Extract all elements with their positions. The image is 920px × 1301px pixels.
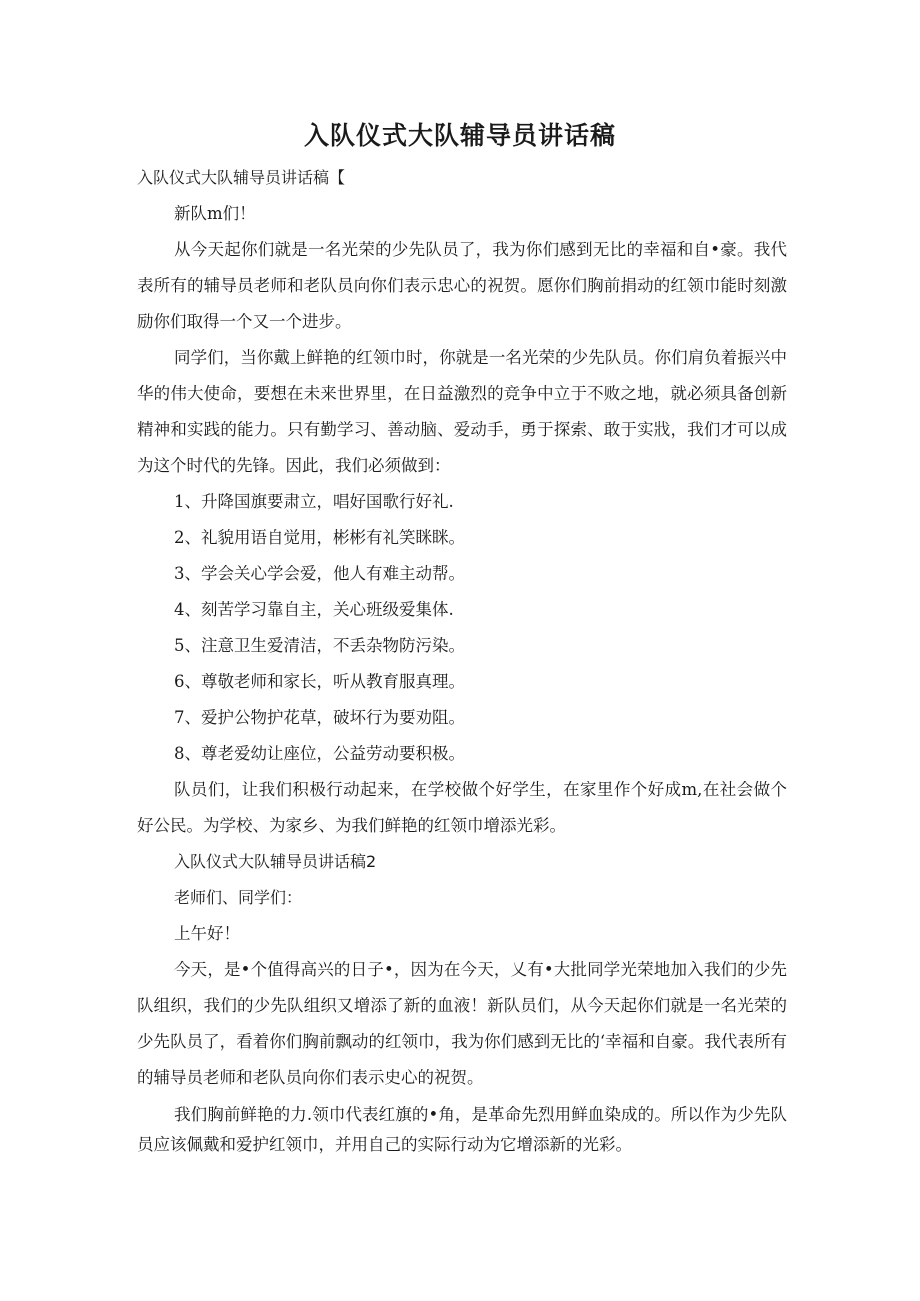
rule-item-1: 1、升降国旗要肃立，唱好国歌行好礼.	[174, 492, 454, 511]
rule-item-7: 7、爱护公物护花草，破坏行为要劝阻。	[174, 708, 465, 727]
rule-item-5: 5、注意卫生爱清洁，不丢杂物防污染。	[174, 636, 465, 655]
rule-item-3: 3、学会关心学会爱，他人有难主动帮。	[174, 564, 465, 583]
speech2-paragraph-1: 今天，是•个值得高兴的日子•，因为在今天，乂有•大批同学光荣地加入我们的少先队组织，我们的少先队组织又增添了新的血液！新队员们，从今天起你们就是一名光荣的少先队员了，看着你们胸前飘动的红领巾，我为你们感到无比的‘幸福和自豪。我代表所有的辅导员老师和老队员向你们表示史心的祝贺。	[137, 960, 787, 1087]
speech1-heading: 入队仪式大队辅导员讲话稿【	[137, 168, 346, 187]
rule-item-2: 2、礼貌用语自觉用，彬彬有礼笑眯眯。	[174, 528, 465, 547]
speech2-greeting: 上午好！	[174, 924, 240, 943]
rule-item-4: 4、刻苦学习靠自主，关心班级爱集体.	[174, 600, 454, 619]
speech1-paragraph-1: 从今天起你们就是一名光荣的少先队员了，我为你们感到无比的幸福和自•豪。我代表所有的辅导员老师和老队员向你们表示忠心的祝贺。愿你们胸前捐动的红领巾能时刻激励你们取得一个又一个进步。	[137, 240, 787, 331]
speech1-greeting: 新队m们！	[174, 204, 256, 223]
speech1-closing: 队员们，让我们积极行动起来，在学校做个好学生，在家里作个好成m,在社会做个好公民。为学校、为家乡、为我们鲜艳的红领巾增添光彩。	[137, 780, 787, 835]
speech2-heading: 入队仪式大队辅导员讲话稿2	[174, 852, 377, 871]
rule-item-6: 6、尊敬老师和家长，听从教育服真理。	[174, 672, 465, 691]
rule-item-8: 8、尊老爱幼让座位，公益劳动要积极。	[174, 744, 465, 763]
speech2-salutation: 老师们、同学们：	[174, 888, 303, 907]
document-title: 入队仪式大队辅导员讲话稿	[303, 121, 616, 150]
speech2-paragraph-2: 我们胸前鲜艳的力.领巾代表红旗的•角，是革命先烈用鲜血染成的。所以作为少先队员应该佩戴和爱护红领巾，并用自己的实际行动为它增添新的光彩。	[137, 1105, 787, 1154]
speech1-paragraph-2: 同学们，当你戴上鲜艳的红领巾时，你就是一名光荣的少先队员。你们肩负着振兴中华的伟大使命，要想在未来世界里，在日益激烈的竞争中立于不败之地，就必须具备创新精神和实践的能力。只有勤学习、善动脑、爱动手，勇于探索、敢于实戕，我们才可以成为这个时代的先锋。因此，我们必须做到：	[137, 348, 787, 475]
